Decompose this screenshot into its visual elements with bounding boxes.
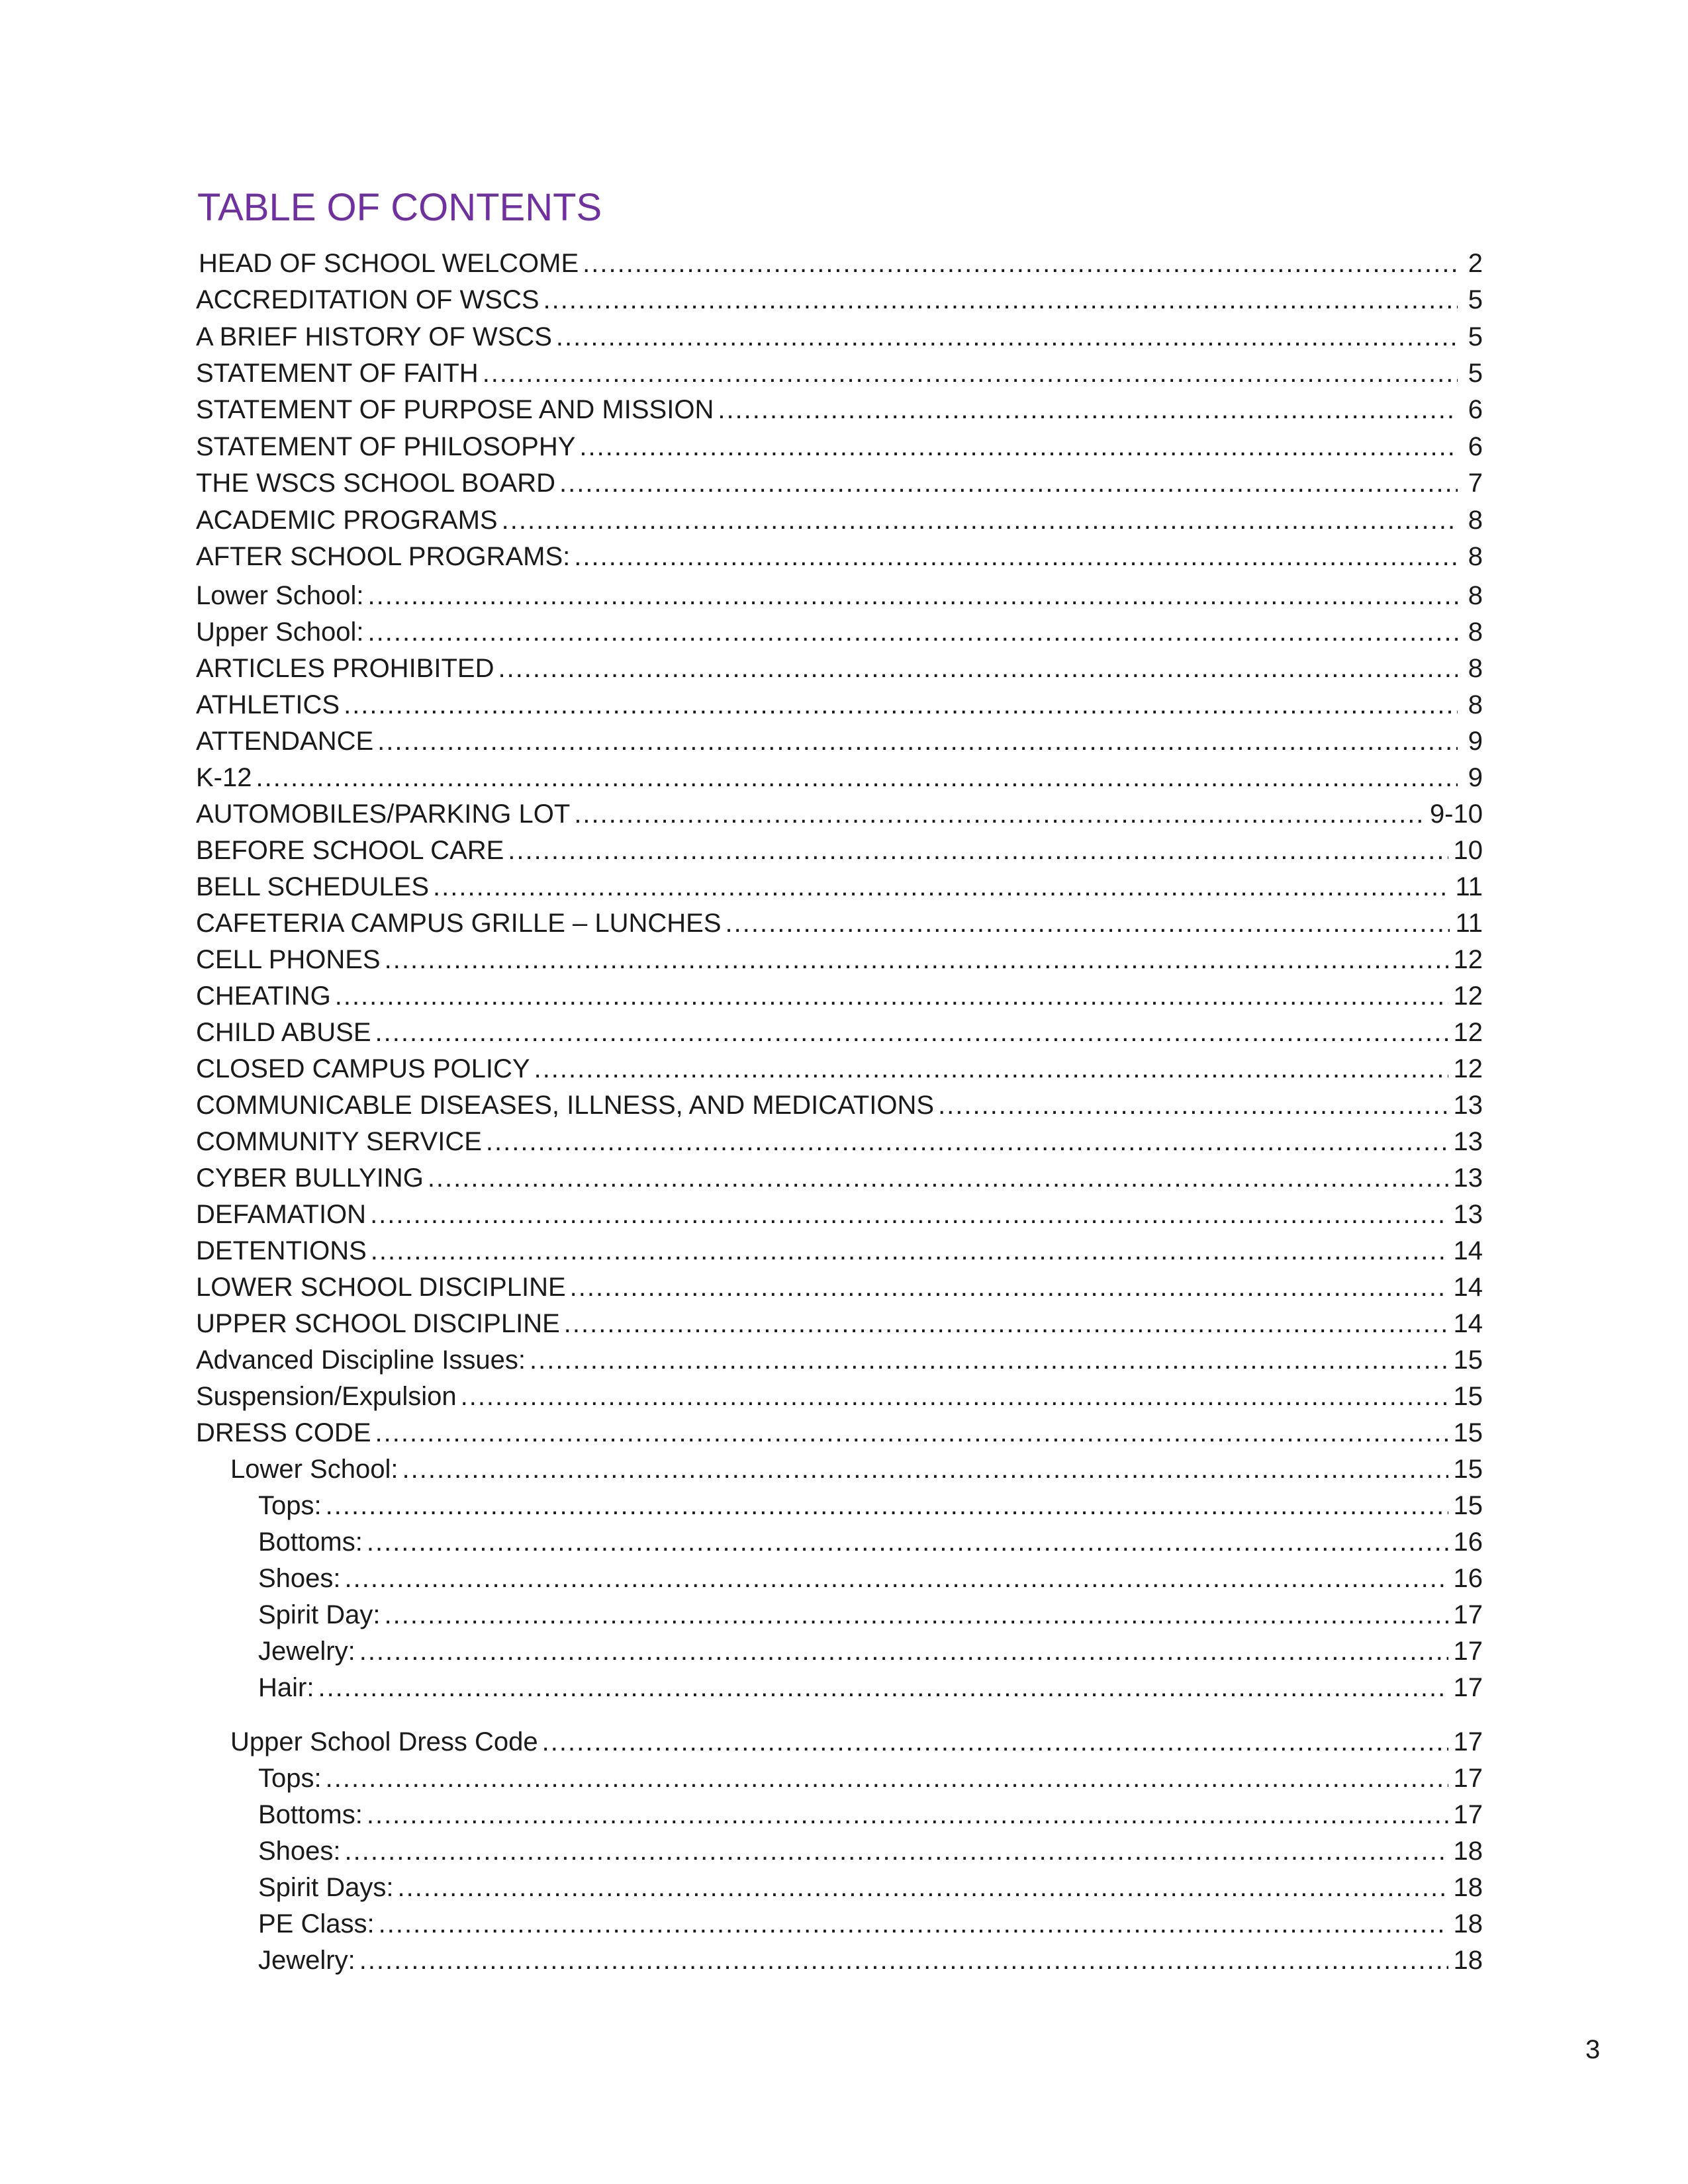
toc-entry-page: 8 xyxy=(1468,617,1483,647)
toc-entry-label: DRESS CODE xyxy=(196,1418,371,1447)
toc-entry-page: 12 xyxy=(1453,1054,1483,1083)
toc-entry[interactable] xyxy=(196,1200,1483,1237)
toc-entry[interactable] xyxy=(196,1054,1483,1091)
dot-leader xyxy=(938,1091,1448,1120)
toc-entry-page: 10 xyxy=(1453,836,1483,865)
page-title: TABLE OF CONTENTS xyxy=(197,186,602,229)
toc-entry[interactable] xyxy=(196,763,1483,800)
toc-entry-page: 7 xyxy=(1468,469,1483,498)
toc-entry-page: 13 xyxy=(1453,1200,1483,1229)
toc-entry-page: 12 xyxy=(1453,1018,1483,1047)
dot-leader xyxy=(359,1637,1448,1666)
toc-entry-page: 13 xyxy=(1453,1163,1483,1193)
dot-leader xyxy=(502,506,1458,535)
toc-entry[interactable] xyxy=(258,1873,1483,1910)
toc-entry-label: K-12 xyxy=(196,763,252,792)
toc-entry-label: BELL SCHEDULES xyxy=(196,872,429,901)
toc-entry-label: STATEMENT OF PHILOSOPHY xyxy=(196,432,576,461)
toc-entry-label: Tops: xyxy=(258,1764,322,1793)
dot-leader xyxy=(498,654,1458,684)
toc-entry[interactable] xyxy=(196,654,1483,691)
dot-leader xyxy=(559,469,1458,498)
dot-leader xyxy=(428,1163,1448,1193)
toc-entry-page: 8 xyxy=(1468,654,1483,683)
toc-entry-page: 18 xyxy=(1453,1909,1483,1938)
toc-entry-page: 2 xyxy=(1468,249,1483,278)
page-number: 3 xyxy=(1585,2035,1601,2064)
toc-entry-page: 6 xyxy=(1468,395,1483,424)
dot-leader xyxy=(367,617,1458,647)
dot-leader xyxy=(534,1054,1448,1084)
toc-entry-page: 14 xyxy=(1453,1236,1483,1265)
toc-entry-page: 13 xyxy=(1453,1127,1483,1156)
toc-entry-page: 6 xyxy=(1468,432,1483,461)
toc-entry-label: Lower School: xyxy=(230,1455,399,1484)
dot-leader xyxy=(726,909,1450,938)
toc-entry[interactable] xyxy=(258,1946,1483,1983)
toc-entry-label: Shoes: xyxy=(258,1837,341,1866)
dot-leader xyxy=(718,395,1458,425)
dot-leader xyxy=(574,799,1425,829)
toc-entry-label: ACCREDITATION OF WSCS xyxy=(196,285,539,314)
toc-entry-label: Lower School: xyxy=(196,581,364,610)
toc-entry-label: Spirit Day: xyxy=(258,1600,381,1629)
dot-leader xyxy=(486,1127,1448,1157)
toc-entry-page: 9-10 xyxy=(1429,799,1483,829)
toc-entry[interactable] xyxy=(199,249,1483,286)
toc-entry-page: 17 xyxy=(1453,1727,1483,1756)
toc-entry-label: UPPER SCHOOL DISCIPLINE xyxy=(196,1309,560,1338)
dot-leader xyxy=(367,1527,1448,1557)
toc-entry[interactable] xyxy=(230,1727,1483,1764)
toc-entry[interactable] xyxy=(196,1382,1483,1419)
toc-entry[interactable] xyxy=(196,1127,1483,1164)
toc-entry-label: Jewelry: xyxy=(258,1637,355,1666)
toc-entry[interactable] xyxy=(196,690,1483,727)
dot-leader xyxy=(318,1673,1448,1703)
toc-entry-page: 5 xyxy=(1468,359,1483,388)
toc-entry-label: Shoes: xyxy=(258,1564,341,1593)
toc-entry[interactable] xyxy=(196,1163,1483,1201)
toc-entry[interactable] xyxy=(196,469,1483,506)
toc-entry[interactable] xyxy=(196,981,1483,1019)
toc-entry[interactable] xyxy=(196,727,1483,764)
dot-leader xyxy=(256,763,1458,793)
toc-entry-page: 15 xyxy=(1453,1491,1483,1520)
dot-leader xyxy=(335,981,1448,1011)
toc-entry[interactable] xyxy=(196,1309,1483,1346)
toc-entry-label: ARTICLES PROHIBITED xyxy=(196,654,494,683)
toc-entry-label: CYBER BULLYING xyxy=(196,1163,424,1193)
toc-entry[interactable] xyxy=(196,1091,1483,1128)
dot-leader xyxy=(377,727,1458,756)
toc-entry-label: AUTOMOBILES/PARKING LOT xyxy=(196,799,571,829)
dot-leader xyxy=(579,432,1458,462)
toc-entry-page: 8 xyxy=(1468,690,1483,719)
toc-entry-page: 8 xyxy=(1468,542,1483,571)
dot-leader xyxy=(398,1873,1448,1903)
toc-entry[interactable] xyxy=(196,1273,1483,1310)
toc-entry-label: Suspension/Expulsion xyxy=(196,1382,457,1411)
dot-leader xyxy=(508,836,1448,866)
toc-entry[interactable] xyxy=(196,359,1483,396)
toc-entry[interactable] xyxy=(230,1455,1483,1492)
toc-entry-page: 11 xyxy=(1455,872,1483,901)
dot-leader xyxy=(375,1418,1448,1448)
toc-entry-label: CLOSED CAMPUS POLICY xyxy=(196,1054,530,1083)
toc-entry-page: 18 xyxy=(1453,1837,1483,1866)
toc-entry[interactable] xyxy=(196,1345,1483,1383)
dot-leader xyxy=(461,1382,1448,1412)
dot-leader xyxy=(583,249,1458,279)
toc-entry[interactable] xyxy=(196,799,1483,837)
toc-entry-label: CHILD ABUSE xyxy=(196,1018,371,1047)
toc-entry-page: 16 xyxy=(1453,1527,1483,1557)
toc-entry-label: ATTENDANCE xyxy=(196,727,374,756)
toc-entry[interactable] xyxy=(196,617,1483,655)
toc-entry-label: Jewelry: xyxy=(258,1946,355,1975)
dot-leader xyxy=(345,1837,1448,1866)
toc-entry-label: BEFORE SCHOOL CARE xyxy=(196,836,504,865)
dot-leader xyxy=(483,359,1458,388)
toc-entry-page: 15 xyxy=(1453,1455,1483,1484)
dot-leader xyxy=(530,1345,1448,1375)
toc-entry-page: 15 xyxy=(1453,1418,1483,1447)
dot-leader xyxy=(367,581,1458,611)
toc-entry[interactable] xyxy=(258,1837,1483,1874)
toc-entry-label: Upper School Dress Code xyxy=(230,1727,538,1756)
toc-entry-label: CHEATING xyxy=(196,981,331,1011)
dot-leader xyxy=(367,1800,1448,1830)
toc-entry[interactable] xyxy=(196,322,1483,359)
toc-entry[interactable] xyxy=(258,1600,1483,1637)
toc-entry-label: STATEMENT OF PURPOSE AND MISSION xyxy=(196,395,714,424)
toc-entry-page: 8 xyxy=(1468,506,1483,535)
toc-entry-label: THE WSCS SCHOOL BOARD xyxy=(196,469,556,498)
toc-entry[interactable] xyxy=(196,581,1483,618)
toc-entry[interactable] xyxy=(258,1637,1483,1674)
toc-entry-page: 8 xyxy=(1468,581,1483,610)
dot-leader xyxy=(344,690,1458,720)
toc-entry-page: 17 xyxy=(1453,1637,1483,1666)
toc-entry-label: DETENTIONS xyxy=(196,1236,367,1265)
dot-leader xyxy=(570,1273,1448,1302)
dot-leader xyxy=(556,322,1458,352)
dot-leader xyxy=(564,1309,1448,1339)
toc-entry-label: Upper School: xyxy=(196,617,364,647)
toc-entry-page: 17 xyxy=(1453,1600,1483,1629)
toc-entry-page: 14 xyxy=(1453,1309,1483,1338)
toc-entry-label: Hair: xyxy=(258,1673,314,1702)
toc-entry-label: HEAD OF SCHOOL WELCOME xyxy=(199,249,579,278)
dot-leader xyxy=(574,542,1458,572)
toc-entry[interactable] xyxy=(196,432,1483,469)
toc-entry-label: Advanced Discipline Issues: xyxy=(196,1345,526,1375)
toc-entry-label: DEFAMATION xyxy=(196,1200,367,1229)
toc-entry-label: ACADEMIC PROGRAMS xyxy=(196,506,498,535)
toc-entry[interactable] xyxy=(196,872,1483,909)
toc-entry[interactable] xyxy=(196,945,1483,982)
toc-entry-page: 18 xyxy=(1453,1873,1483,1902)
toc-entry-label: Spirit Days: xyxy=(258,1873,394,1902)
dot-leader xyxy=(543,285,1458,315)
dot-leader xyxy=(371,1236,1448,1266)
toc-entry[interactable] xyxy=(258,1800,1483,1837)
toc-entry-page: 14 xyxy=(1453,1273,1483,1302)
toc-entry-page: 12 xyxy=(1453,981,1483,1011)
toc-entry-label: CAFETERIA CAMPUS GRILLE – LUNCHES xyxy=(196,909,722,938)
toc-entry[interactable] xyxy=(258,1564,1483,1601)
toc-entry[interactable] xyxy=(196,909,1483,946)
toc-entry-page: 17 xyxy=(1453,1764,1483,1793)
dot-leader xyxy=(379,1909,1448,1939)
toc-entry-page: 16 xyxy=(1453,1564,1483,1593)
toc-entry[interactable] xyxy=(258,1673,1483,1710)
toc-entry-label: Tops: xyxy=(258,1491,322,1520)
toc-entry-label: AFTER SCHOOL PROGRAMS: xyxy=(196,542,571,571)
toc-entry[interactable] xyxy=(196,285,1483,322)
toc-entry-page: 15 xyxy=(1453,1382,1483,1411)
toc-entry-page: 11 xyxy=(1455,909,1483,938)
toc-entry-label: PE Class: xyxy=(258,1909,375,1938)
dot-leader xyxy=(402,1455,1448,1484)
toc-entry[interactable] xyxy=(196,1418,1483,1455)
toc-entry[interactable] xyxy=(196,836,1483,873)
toc-entry[interactable] xyxy=(196,542,1483,579)
dot-leader xyxy=(345,1564,1448,1594)
toc-entry-page: 9 xyxy=(1468,763,1483,792)
toc-entry[interactable] xyxy=(196,395,1483,432)
toc-entry-page: 9 xyxy=(1468,727,1483,756)
dot-leader xyxy=(433,872,1450,902)
dot-leader xyxy=(385,1600,1448,1630)
toc-entry-label: A BRIEF HISTORY OF WSCS xyxy=(196,322,552,351)
toc-entry-page: 5 xyxy=(1468,285,1483,314)
toc-entry-page: 17 xyxy=(1453,1673,1483,1702)
toc-entry-label: Bottoms: xyxy=(258,1800,363,1829)
toc-entry[interactable] xyxy=(258,1491,1483,1528)
toc-entry-label: STATEMENT OF FAITH xyxy=(196,359,479,388)
toc-entry-label: Bottoms: xyxy=(258,1527,363,1557)
toc-entry-label: LOWER SCHOOL DISCIPLINE xyxy=(196,1273,566,1302)
toc-entry-page: 17 xyxy=(1453,1800,1483,1829)
toc-entry[interactable] xyxy=(258,1764,1483,1801)
toc-entry-page: 12 xyxy=(1453,945,1483,974)
toc-entry[interactable] xyxy=(196,1018,1483,1055)
toc-entry-label: ATHLETICS xyxy=(196,690,340,719)
toc-entry-label: COMMUNITY SERVICE xyxy=(196,1127,482,1156)
toc-entry-page: 5 xyxy=(1468,322,1483,351)
toc-entry[interactable] xyxy=(258,1909,1483,1946)
toc-entry[interactable] xyxy=(196,506,1483,543)
dot-leader xyxy=(370,1200,1448,1230)
toc-entry-label: COMMUNICABLE DISEASES, ILLNESS, AND MEDICATIONS xyxy=(196,1091,935,1120)
toc-entry-page: 13 xyxy=(1453,1091,1483,1120)
dot-leader xyxy=(326,1764,1448,1794)
toc-entry-page: 15 xyxy=(1453,1345,1483,1375)
toc-entry[interactable] xyxy=(196,1236,1483,1273)
toc-entry-label: CELL PHONES xyxy=(196,945,381,974)
dot-leader xyxy=(359,1946,1448,1976)
dot-leader xyxy=(385,945,1448,975)
toc-entry[interactable] xyxy=(258,1527,1483,1565)
dot-leader xyxy=(542,1727,1448,1757)
dot-leader xyxy=(326,1491,1448,1521)
dot-leader xyxy=(375,1018,1448,1048)
toc-entry-page: 18 xyxy=(1453,1946,1483,1975)
